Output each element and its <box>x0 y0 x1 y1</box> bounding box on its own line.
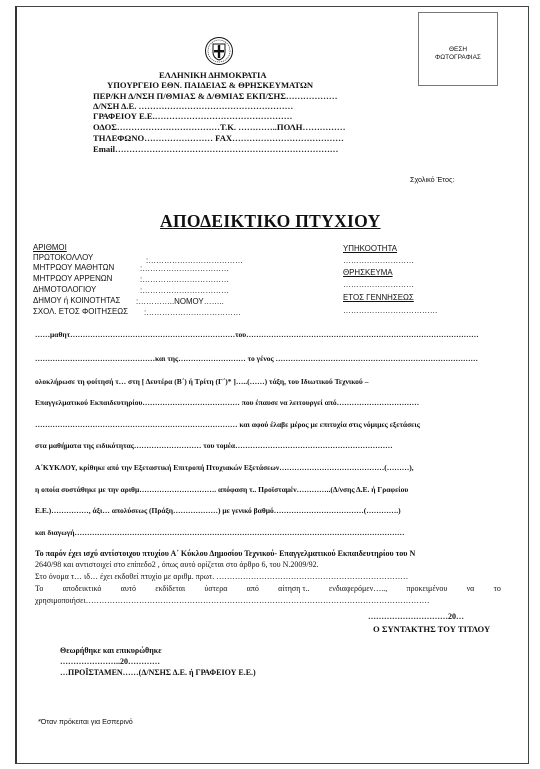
religion-field: ……………………… <box>343 280 415 289</box>
numbers-heading: ΑΡΙΘΜΟΙ <box>33 243 67 252</box>
municipality-label: ΔΗΜΟΥ ή ΚΟΙΝΟΤΗΤΑΣ <box>33 296 121 305</box>
header-directorate: Δ/ΝΣΗ Δ.Ε. ……………………………………………… <box>93 101 294 111</box>
header-phone-fax: ΤΗΛΕΦΩΝΟ…………………… FAX………………………………… <box>93 133 344 143</box>
validation-label: Θεωρήθηκε και επικυρώθηκε <box>60 646 162 655</box>
student-register-label: ΜΗΤΡΩΟΥ ΜΑΘΗΤΩΝ <box>33 263 115 272</box>
purpose-word: προκειμένου <box>406 584 448 593</box>
footnote: *Όταν πρόκειται για Εσπερινό <box>38 717 133 726</box>
document-title: ΑΠΟΔΕΙΚΤΙΚΟ ΠΤΥΧΙΟΥ <box>160 211 381 231</box>
protocol-label: ΠΡΩΤΟΚΟΛΛΟΥ <box>33 253 94 262</box>
purpose-word: Το <box>35 584 44 593</box>
body-line-conduct: και διαγωγή…………………………………………………………………………………………………………………… <box>35 528 405 537</box>
protocol-field: :……………………………… <box>146 256 243 265</box>
birth-year-label: ΕΤΟΣ ΓΕΝΝΗΣΕΩΣ <box>343 293 414 302</box>
header-office: ΓΡΑΦΕΙΟΥ Ε.Ε.………………………………………… <box>93 111 293 121</box>
purpose-word: από <box>246 584 259 593</box>
header-ministry: ΥΠΟΥΡΓΕΙΟ ΕΘΝ. ΠΑΙΔΕΙΑΣ & ΘΡΗΣΚΕΥΜΑΤΩΝ <box>107 80 314 90</box>
head-of-directorate: …ΠΡΟΪΣΤΑΜΕΝ……(Δ/ΝΣΗΣ Δ.Ε. ή ΓΡΑΦΕΙΟΥ Ε.Ε.) <box>60 668 256 677</box>
photo-placeholder-box <box>418 12 498 86</box>
body-line-completion: ολοκλήρωσε τη φοίτησή τ… στη [ Δευτέρα (Β΄) ή Τρίτη (Γ΄)* ]…..(……) τάξη, του Ιδιωτικού Τεχνικού – <box>35 377 369 386</box>
issued-degree-line: Στο όνομα τ… ιδ… έχει εκδοθεί πτυχίο με αριθμ. πρωτ. ……………………………………………………………… <box>35 572 409 581</box>
body-line-grade: Ε.Ε.)……………, άξι… απολύσεως (Πράξη………………) με γενικό βαθμό………………………………(………….) <box>35 506 401 515</box>
body-line-school: Επαγγελματικού Εκπαιδευτηρίου………………………………… που έπαυσε να λειτουργεί από…………………………… <box>35 398 420 407</box>
purpose-word: εκδίδεται <box>155 584 186 593</box>
signature-date: …………………………20… <box>368 612 464 621</box>
purpose-word: αίτηση τ.. <box>278 584 310 593</box>
header-regional-directorate: ΠΕΡ/ΚΗ Δ/ΝΣΗ Π/ΘΜΙΑΣ & Δ/ΘΜΙΑΣ ΕΚΠ/ΣΗΣ……………… <box>93 91 338 101</box>
male-register-field: :…………………………… <box>140 275 229 284</box>
purpose-word: το <box>493 584 501 593</box>
greek-emblem-icon <box>204 36 234 66</box>
header-country: ΕΛΛΗΝΙΚΗ ΔΗΜΟΚΡΑΤΙΑ <box>159 70 267 80</box>
citizenship-field: ……………………… <box>343 256 415 265</box>
issuer-title: Ο ΣΥΝΤΑΚΤΗΣ ΤΟΥ ΤΙΤΛΟΥ <box>373 624 491 634</box>
body-line-decision: η οποία συστάθηκε με την αριθμ…………………………. απόφαση τ.. Προϊσταμέν…………..(Δ/νσης Δ.Ε. ή Γραφείου <box>35 485 409 494</box>
purpose-word: αυτό <box>120 584 137 593</box>
municipal-register-field: :…………………………… <box>140 286 229 295</box>
header-street: ΟΔΟΣ………………………………Τ.Κ. …………..ΠΟΛΗ…………… <box>93 122 346 132</box>
body-line-student: ……μαθητ…………………………………………………………του………………………………………………………………………………… <box>35 330 479 339</box>
student-register-field: :…………………………… <box>140 264 229 273</box>
municipal-register-label: ΔΗΜΟΤΟΛΟΓΙΟΥ <box>33 285 97 294</box>
photo-box-label-1: ΘΕΣΗ <box>448 46 468 53</box>
purpose-line <box>35 584 501 593</box>
citizenship-label: ΥΠΗΚΟΟΤΗΤΑ <box>343 244 397 253</box>
photo-box-label-2: ΦΩΤΟΓΡΑΦΙΑΣ <box>435 53 481 61</box>
validity-paragraph-line1: Το παρόν έχει ισχύ αντίστοιχου πτυχίου Α΄ Κύκλου Δημοσίου Τεχνικού- Επαγγελματικού Εκπαιδευτηρίου του Ν <box>35 549 416 558</box>
use-line: χρησιμοποιήσει………………………………………………………………………………………………………………… <box>35 596 430 605</box>
body-line-committee: Α΄ΚΥΚΛΟΥ, κρίθηκε από την Εξεταστική Επιτροπή Πτυχιακών Εξετάσεων……………………………………(………), <box>35 463 414 472</box>
header-email: Email…………………………………………………………………… <box>93 144 339 154</box>
purpose-word: ενδιαφερόμεν….., <box>328 584 388 593</box>
birth-year-field: ……………………………… <box>343 306 438 315</box>
male-register-label: ΜΗΤΡΩΟΥ ΑΡΡΕΝΩΝ <box>33 274 113 283</box>
validation-date: …………………..20………… <box>60 657 160 666</box>
purpose-word: να <box>466 584 475 593</box>
school-year-attendance-field: :……………………………… <box>144 308 241 317</box>
body-line-specialty: στα μαθήματα της ειδικότητας……………………… του τομέα……………………………………………………… <box>35 441 393 450</box>
body-line-parents: …………………………………………και της……………………… το γένος ……………………………………………………………………… <box>35 354 479 363</box>
municipality-field: :…………..ΝΟΜΟΥ…….. <box>136 297 224 306</box>
body-line-exams: ……………………………………………………………………… και αφού έλαβε μέρος με επιτυχία στις νόμιμες εξετάσεις <box>35 420 420 429</box>
school-year-label: Σχολικό Έτος: <box>410 175 455 184</box>
purpose-word: αποδεικτικό <box>62 584 102 593</box>
purpose-word: ύστερα <box>204 584 228 593</box>
school-year-attendance-label: ΣΧΟΛ. ΕΤΟΣ ΦΟΙΤΗΣΕΩΣ <box>33 307 128 316</box>
religion-label: ΘΡΗΣΚΕΥΜΑ <box>343 268 393 277</box>
validity-paragraph-line2: 2640/98 και αντιστοιχεί στο επίπεδο2 , όπως αυτό ορίζεται στο άρθρο 6, του Ν.2009/92. <box>35 560 319 569</box>
